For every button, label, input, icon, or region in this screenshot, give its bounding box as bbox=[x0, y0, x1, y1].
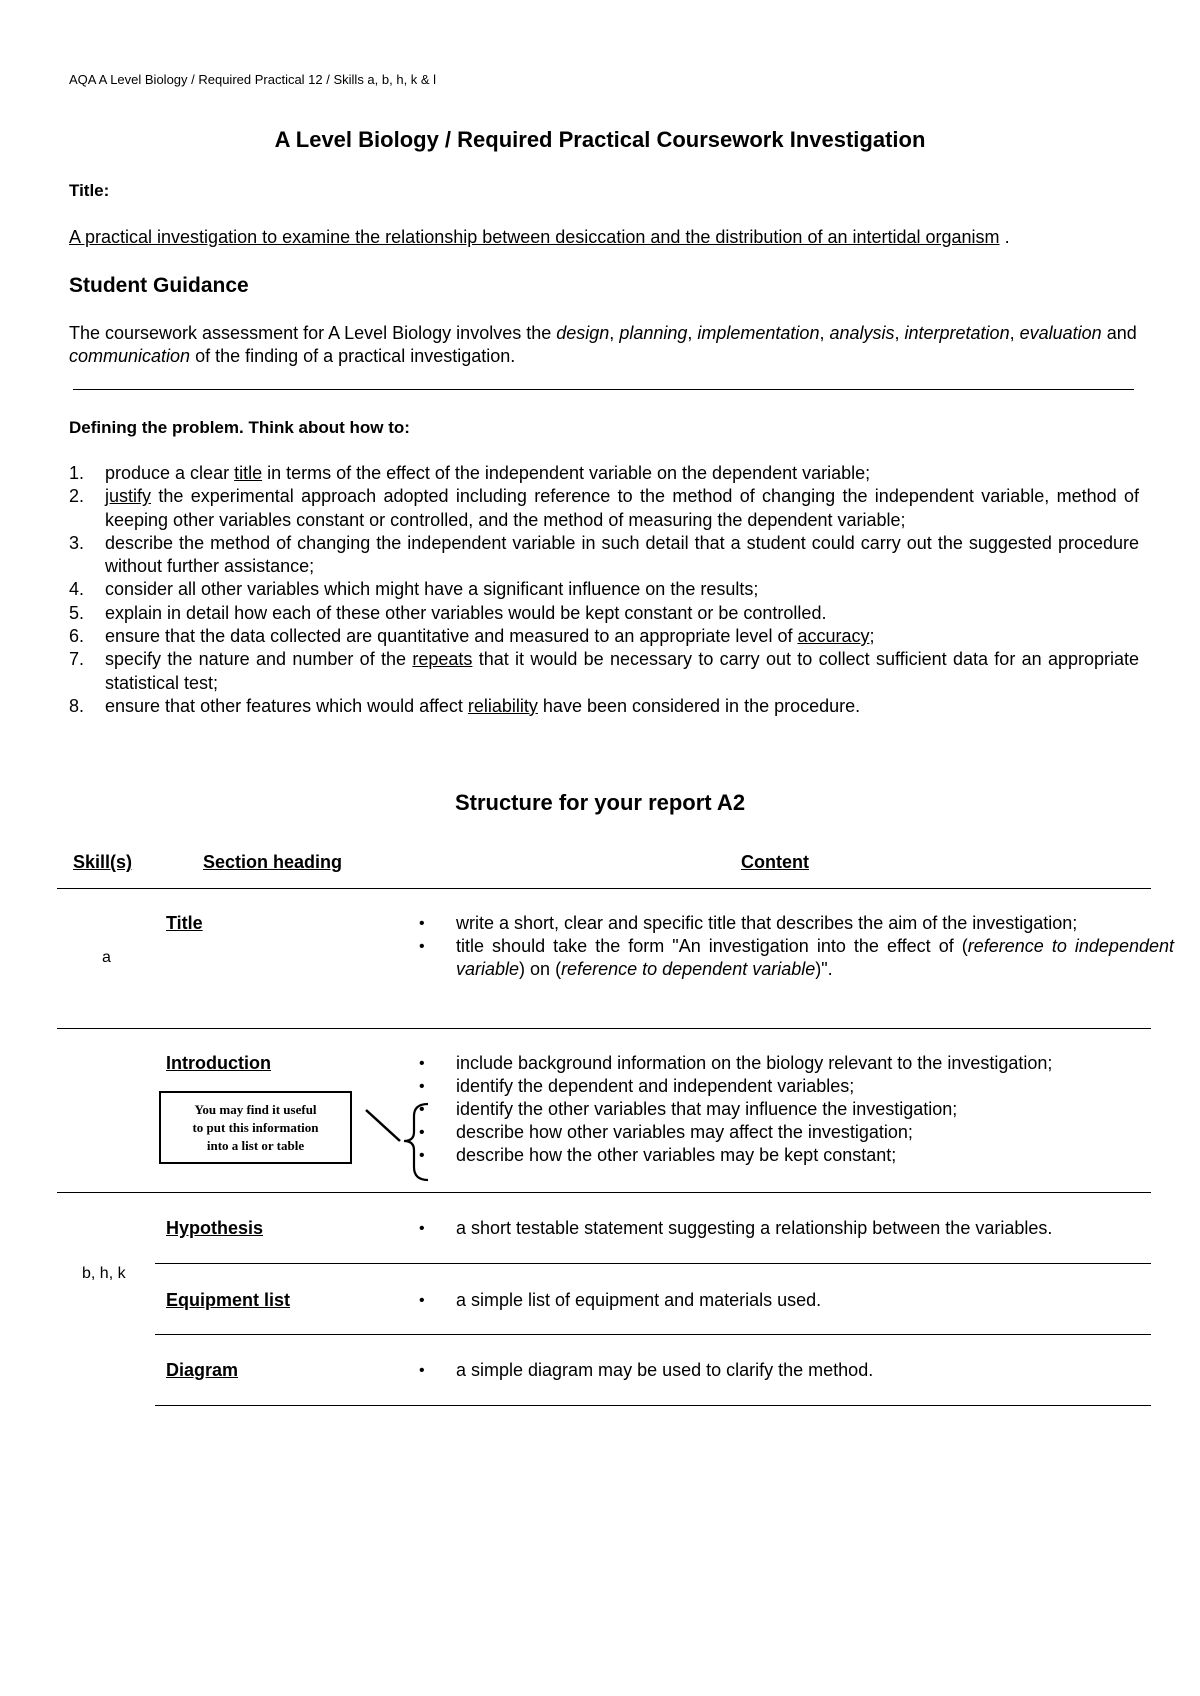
bullet-icon: • bbox=[419, 1292, 425, 1309]
note-box bbox=[159, 1091, 352, 1164]
content-bullet bbox=[419, 1121, 1174, 1144]
page-header: AQA A Level Biology / Required Practical 12 / Skills a, b, h, k & l bbox=[69, 72, 437, 87]
content-bullet bbox=[419, 1144, 1174, 1167]
list-text bbox=[105, 695, 1139, 718]
student-guidance-paragraph bbox=[69, 322, 1139, 368]
text-run: have been considered in the procedure. bbox=[537, 695, 861, 716]
content-bullet bbox=[419, 1289, 1174, 1312]
content-bullet bbox=[419, 1098, 1174, 1121]
bullet-icon: • bbox=[419, 1101, 425, 1118]
list-text bbox=[105, 578, 1139, 601]
bullet-text: identify the dependent and independent variables; bbox=[456, 1076, 855, 1096]
bullet-text: describe how other variables may affect the investigation; bbox=[456, 1122, 913, 1142]
list-number: 8. bbox=[69, 695, 85, 716]
list-number: 7. bbox=[69, 649, 85, 670]
section-diagram: Diagram bbox=[166, 1360, 239, 1380]
list-item bbox=[69, 625, 1139, 648]
bullet-icon: • bbox=[419, 915, 425, 932]
investigation-title bbox=[69, 227, 1010, 248]
investigation-title-text: A practical investigation to examine the relationship between desiccation and the distribution of an intertidal organism bbox=[69, 227, 1000, 247]
key-term: accuracy bbox=[797, 626, 870, 647]
text-run: ; bbox=[869, 626, 875, 647]
paragraph-text: and bbox=[1101, 323, 1137, 343]
paragraph-text: of the finding of a practical investigation. bbox=[190, 346, 516, 366]
list-item bbox=[69, 485, 1139, 532]
bullet-text: a simple list of equipment and materials used. bbox=[456, 1290, 822, 1310]
list-item bbox=[69, 695, 1139, 718]
text-run: consider all other variables which might have a significant influence on the results; bbox=[105, 579, 759, 600]
list-text bbox=[105, 625, 1139, 648]
list-item bbox=[69, 462, 1139, 485]
text-run: ensure that other features which would affect bbox=[105, 695, 468, 716]
list-number: 6. bbox=[69, 626, 85, 647]
introduction-content bbox=[419, 1052, 1174, 1167]
column-header-content: Content bbox=[741, 852, 809, 872]
skill-label-bhk: b, h, k bbox=[82, 1265, 126, 1282]
bullet-text: describe how the other variables may be kept constant; bbox=[456, 1145, 897, 1165]
section-introduction: Introduction bbox=[166, 1053, 271, 1073]
note-line: to put this information bbox=[192, 1119, 319, 1135]
text-run: that it would be necessary to carry out to collect sufficient data for an appropriate statistical test; bbox=[105, 649, 1140, 693]
defining-heading: Defining the problem. Think about how to: bbox=[69, 418, 410, 437]
list-text bbox=[105, 532, 1139, 579]
title-content bbox=[419, 912, 1174, 981]
text-run: specify the nature and number of the bbox=[105, 649, 413, 670]
content-bullet bbox=[419, 1052, 1174, 1075]
column-header-skills: Skill(s) bbox=[73, 852, 133, 872]
key-term: title bbox=[234, 463, 263, 483]
bullet-text: identify the other variables that may influence the investigation; bbox=[456, 1099, 958, 1119]
content-bullet bbox=[419, 1359, 1174, 1382]
content-bullet bbox=[419, 1075, 1174, 1098]
bullet-icon: • bbox=[419, 938, 425, 955]
bullet-icon: • bbox=[419, 1055, 425, 1072]
title-label: Title: bbox=[69, 181, 110, 200]
bullet-text: reference to independent variable bbox=[456, 936, 1174, 979]
emphasis-term: implementation bbox=[697, 323, 820, 343]
text-run: ensure that the data collected are quantitative and measured to an appropriate level of bbox=[105, 626, 798, 647]
bullet-icon: • bbox=[419, 1362, 425, 1379]
text-run: produce a clear bbox=[105, 463, 235, 483]
section-title: Title bbox=[166, 913, 203, 933]
list-item bbox=[69, 578, 1139, 601]
curly-brace bbox=[404, 1104, 428, 1180]
emphasis-term: planning bbox=[619, 323, 688, 343]
section-hypothesis: Hypothesis bbox=[166, 1218, 264, 1238]
emphasis-term: design bbox=[556, 323, 610, 343]
table-rule bbox=[155, 1263, 1151, 1264]
paragraph-text: , bbox=[687, 323, 698, 343]
bullet-text: include background information on the biology relevant to the investigation; bbox=[456, 1053, 1053, 1073]
hypothesis-content bbox=[419, 1217, 1174, 1240]
text-run: in terms of the effect of the independent variable on the dependent variable; bbox=[262, 463, 871, 483]
bullet-text: reference to dependent variable bbox=[561, 959, 816, 979]
structure-heading: Structure for your report A2 bbox=[454, 790, 746, 815]
pointer-line bbox=[366, 1110, 400, 1141]
bullet-text: write a short, clear and specific title that describes the aim of the investigation; bbox=[456, 913, 1078, 933]
text-run: describe the method of changing the independent variable in such detail that a student could carry out the suggested procedure without further assistance; bbox=[105, 532, 1139, 577]
bullet-text: )". bbox=[815, 959, 833, 979]
paragraph-text: The coursework assessment for A Level Biology involves the bbox=[69, 323, 557, 343]
table-rule bbox=[57, 1192, 1151, 1193]
bullet-text: ) on ( bbox=[519, 959, 562, 979]
bullet-text: a simple diagram may be used to clarify the method. bbox=[456, 1360, 874, 1380]
key-term: justify bbox=[105, 486, 152, 507]
main-title: A Level Biology / Required Practical Coursework Investigation bbox=[274, 127, 926, 152]
list-text bbox=[105, 602, 1139, 625]
text-run: explain in detail how each of these other variables would be kept constant or be controlled. bbox=[105, 602, 827, 623]
list-number: 4. bbox=[69, 579, 85, 600]
paragraph-text: , bbox=[819, 323, 830, 343]
diagram-content bbox=[419, 1359, 1174, 1382]
table-rule bbox=[155, 1405, 1151, 1406]
text-run: the experimental approach adopted including reference to the method of changing the independent variable, method of keeping other variables constant or controlled, and the method of measuring the dependent variable; bbox=[105, 486, 1139, 530]
emphasis-term: evaluation bbox=[1019, 323, 1102, 343]
bullet-icon: • bbox=[419, 1078, 425, 1095]
paragraph-text: , bbox=[894, 323, 905, 343]
bullet-icon: • bbox=[419, 1124, 425, 1141]
defining-list bbox=[69, 462, 1139, 718]
list-number: 5. bbox=[69, 602, 85, 623]
list-number: 1. bbox=[69, 463, 85, 483]
key-term: repeats bbox=[412, 649, 473, 670]
list-item bbox=[69, 532, 1139, 579]
paragraph-text: , bbox=[609, 323, 620, 343]
column-header-section: Section heading bbox=[203, 852, 343, 872]
emphasis-term: interpretation bbox=[904, 323, 1010, 343]
skill-label-a: a bbox=[102, 949, 111, 966]
note-line: into a list or table bbox=[206, 1137, 305, 1153]
title-period: . bbox=[1004, 227, 1010, 247]
list-text bbox=[105, 462, 1139, 485]
content-bullet bbox=[419, 1217, 1174, 1240]
table-rule bbox=[155, 1334, 1151, 1335]
key-term: reliability bbox=[467, 695, 538, 716]
emphasis-term: analysis bbox=[829, 323, 895, 343]
student-guidance-heading: Student Guidance bbox=[69, 274, 249, 297]
list-item bbox=[69, 602, 1139, 625]
list-text bbox=[105, 485, 1139, 532]
brace-connector bbox=[360, 1100, 435, 1185]
list-number: 2. bbox=[69, 486, 85, 507]
emphasis-term: communication bbox=[69, 346, 191, 366]
paragraph-text: , bbox=[1009, 323, 1020, 343]
bullet-icon: • bbox=[419, 1147, 425, 1164]
list-item bbox=[69, 648, 1139, 695]
content-bullet bbox=[419, 935, 1174, 981]
bullet-text: a short testable statement suggesting a relationship between the variables. bbox=[456, 1218, 1053, 1238]
section-equipment-list: Equipment list bbox=[166, 1290, 291, 1310]
bullet-text: title should take the form "An investigation into the effect of ( bbox=[456, 936, 968, 956]
divider bbox=[73, 389, 1134, 390]
table-rule bbox=[57, 1028, 1151, 1029]
table-rule bbox=[57, 888, 1151, 889]
content-bullet bbox=[419, 912, 1174, 935]
bullet-icon: • bbox=[419, 1220, 425, 1237]
equipment-content bbox=[419, 1289, 1174, 1312]
list-text bbox=[105, 648, 1139, 695]
list-number: 3. bbox=[69, 532, 85, 553]
note-line: You may find it useful bbox=[194, 1101, 317, 1117]
